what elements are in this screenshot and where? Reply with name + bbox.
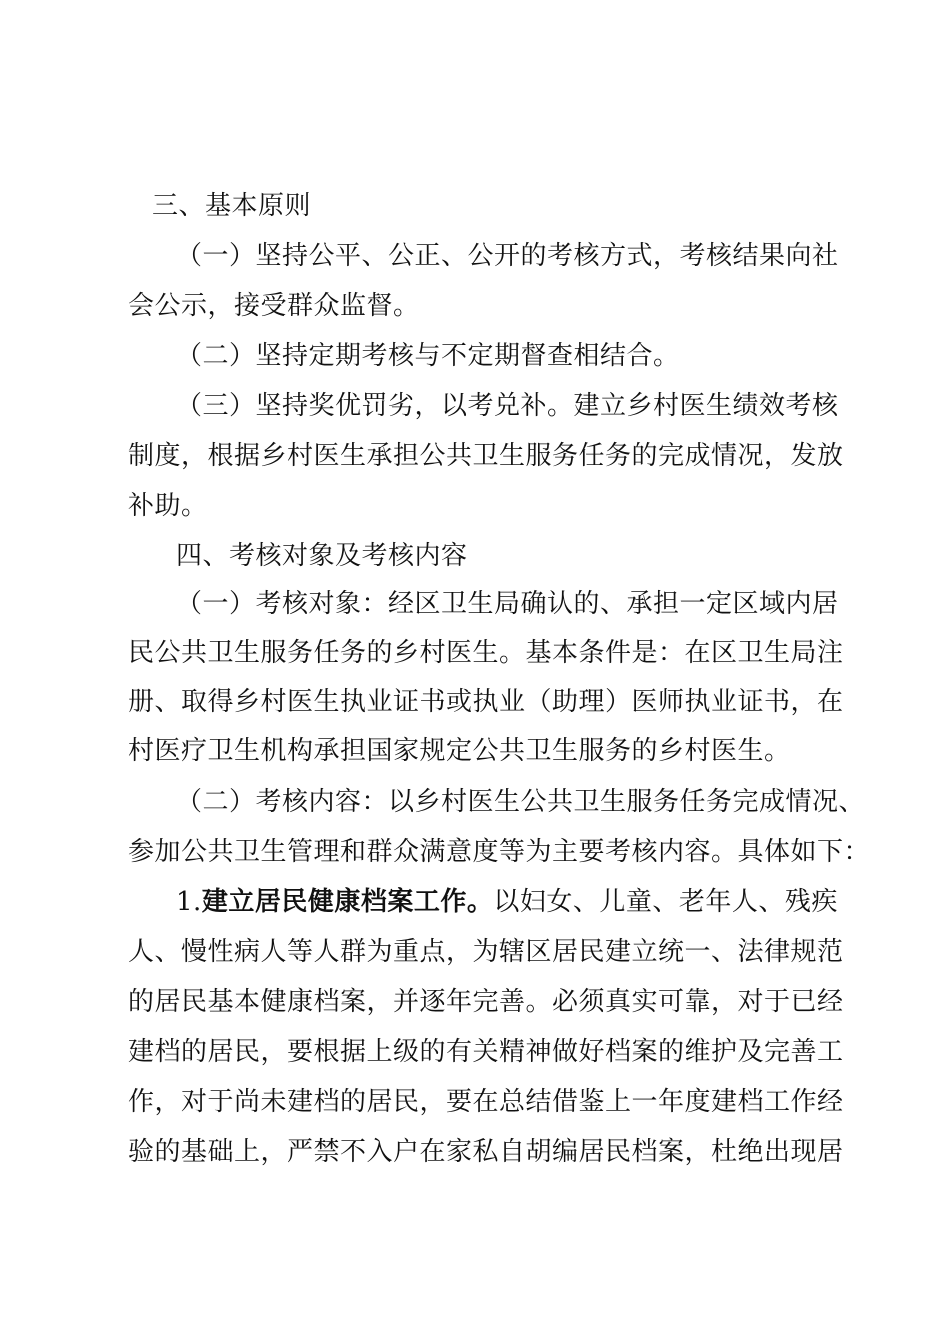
paragraph-line: （二）坚持定期考核与不定期督查相结合。 <box>176 341 680 371</box>
paragraph-line: 制度，根据乡村医生承担公共卫生服务任务的完成情况，发放 <box>128 441 844 471</box>
section-heading-4: 四、考核对象及考核内容 <box>176 541 468 571</box>
paragraph-line: （三）坚持奖优罚劣，以考兑补。建立乡村医生绩效考核 <box>176 391 839 421</box>
paragraph-line: 参加公共卫生管理和群众满意度等为主要考核内容。具体如下： <box>128 837 871 867</box>
paragraph-line: 补助。 <box>128 491 208 521</box>
paragraph-line: 村医疗卫生机构承担国家规定公共卫生服务的乡村医生。 <box>128 736 791 766</box>
section-heading-3: 三、基本原则 <box>152 191 312 221</box>
paragraph-line: （二）考核内容：以乡村医生公共卫生服务任务完成情况、 <box>176 787 866 817</box>
item-1-text: 以妇女、儿童、老年人、残疾 <box>493 887 838 917</box>
paragraph-line: 民公共卫生服务任务的乡村医生。基本条件是：在区卫生局注 <box>128 638 844 668</box>
item-1-bold-title: 建立居民健康档案工作。 <box>201 887 494 917</box>
paragraph-line: 会公示，接受群众监督。 <box>128 291 420 321</box>
paragraph-line: 的居民基本健康档案，并逐年完善。必须真实可靠，对于已经 <box>128 987 844 1017</box>
paragraph-line: （一）坚持公平、公正、公开的考核方式，考核结果向社 <box>176 241 839 271</box>
paragraph-line: （一）考核对象：经区卫生局确认的、承担一定区域内居 <box>176 589 839 619</box>
paragraph-line: 人、慢性病人等人群为重点，为辖区居民建立统一、法律规范 <box>128 937 844 967</box>
paragraph-line: 作，对于尚未建档的居民，要在总结借鉴上一年度建档工作经 <box>128 1087 844 1117</box>
paragraph-line: 验的基础上，严禁不入户在家私自胡编居民档案，杜绝出现居 <box>128 1137 844 1167</box>
item-1-number: 1. <box>176 887 202 917</box>
paragraph-line: 册、取得乡村医生执业证书或执业（助理）医师执业证书，在 <box>128 687 844 717</box>
item-1-line <box>176 886 838 918</box>
paragraph-line: 建档的居民，要根据上级的有关精神做好档案的维护及完善工 <box>128 1037 844 1067</box>
